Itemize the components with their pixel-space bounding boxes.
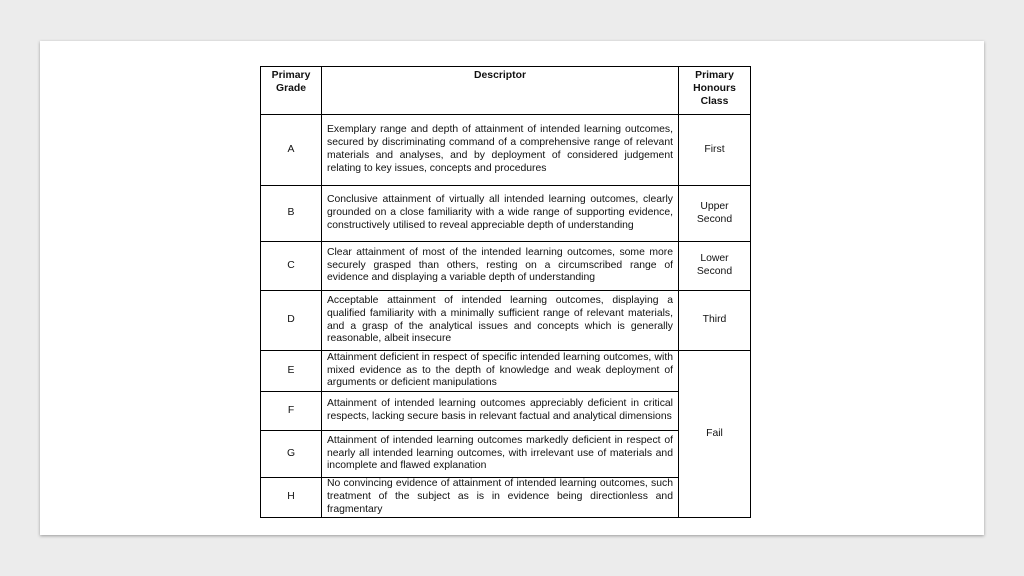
header-primary-grade: Primary Grade bbox=[261, 67, 322, 115]
grade-cell: G bbox=[261, 431, 322, 478]
grade-cell: F bbox=[261, 392, 322, 431]
header-descriptor: Descriptor bbox=[322, 67, 679, 115]
class-cell: First bbox=[679, 115, 751, 186]
table-row bbox=[261, 478, 751, 518]
descriptor-cell: Clear attainment of most of the intended learning outcomes, some more securely grasped than others, resting on a circumscribed range of evidence and displaying a variable depth of understanding bbox=[322, 242, 679, 291]
table-row bbox=[261, 431, 751, 478]
table-header-row bbox=[261, 67, 751, 115]
descriptor-cell: Attainment deficient in respect of specific intended learning outcomes, with mixed evidence as to the depth of knowledge and weak deployment of arguments or deficient manipulations bbox=[322, 351, 679, 392]
descriptor-cell: Exemplary range and depth of attainment of intended learning outcomes, secured by discriminating command of a comprehensive range of relevant materials and analyses, and by deployment of considered judgement relating to key issues, concepts and procedures bbox=[322, 115, 679, 186]
grade-cell: C bbox=[261, 242, 322, 291]
class-cell: Third bbox=[679, 291, 751, 351]
table-row bbox=[261, 242, 751, 291]
document-page bbox=[40, 41, 984, 535]
grade-cell: A bbox=[261, 115, 322, 186]
table-row bbox=[261, 291, 751, 351]
grade-cell: H bbox=[261, 478, 322, 518]
descriptor-cell: Attainment of intended learning outcomes markedly deficient in respect of nearly all intended learning outcomes, with irrelevant use of materials and incomplete and flawed explanation bbox=[322, 431, 679, 478]
table-row bbox=[261, 186, 751, 242]
class-cell: Upper Second bbox=[679, 186, 751, 242]
descriptor-cell: Attainment of intended learning outcomes appreciably deficient in critical respects, lacking secure basis in relevant factual and analytical dimensions bbox=[322, 392, 679, 431]
descriptor-cell: No convincing evidence of attainment of intended learning outcomes, such treatment of the subject as is in evidence being directionless and fragmentary bbox=[322, 478, 679, 518]
grade-cell: D bbox=[261, 291, 322, 351]
descriptor-cell: Acceptable attainment of intended learning outcomes, displaying a qualified familiarity with a minimally sufficient range of relevant materials, and a grasp of the analytical issues and concepts which is generally reasonable, albeit insecure bbox=[322, 291, 679, 351]
class-cell: Lower Second bbox=[679, 242, 751, 291]
descriptor-cell: Conclusive attainment of virtually all intended learning outcomes, clearly grounded on a close familiarity with a wide range of supporting evidence, constructively utilised to reveal appreciable depth of understanding bbox=[322, 186, 679, 242]
grade-cell: B bbox=[261, 186, 322, 242]
table-row bbox=[261, 392, 751, 431]
header-primary-honours-class: Primary Honours Class bbox=[679, 67, 751, 115]
grade-cell: E bbox=[261, 351, 322, 392]
table-row bbox=[261, 115, 751, 186]
table-row bbox=[261, 351, 751, 392]
class-cell-fail: Fail bbox=[679, 351, 751, 518]
grade-descriptor-table bbox=[260, 66, 751, 518]
